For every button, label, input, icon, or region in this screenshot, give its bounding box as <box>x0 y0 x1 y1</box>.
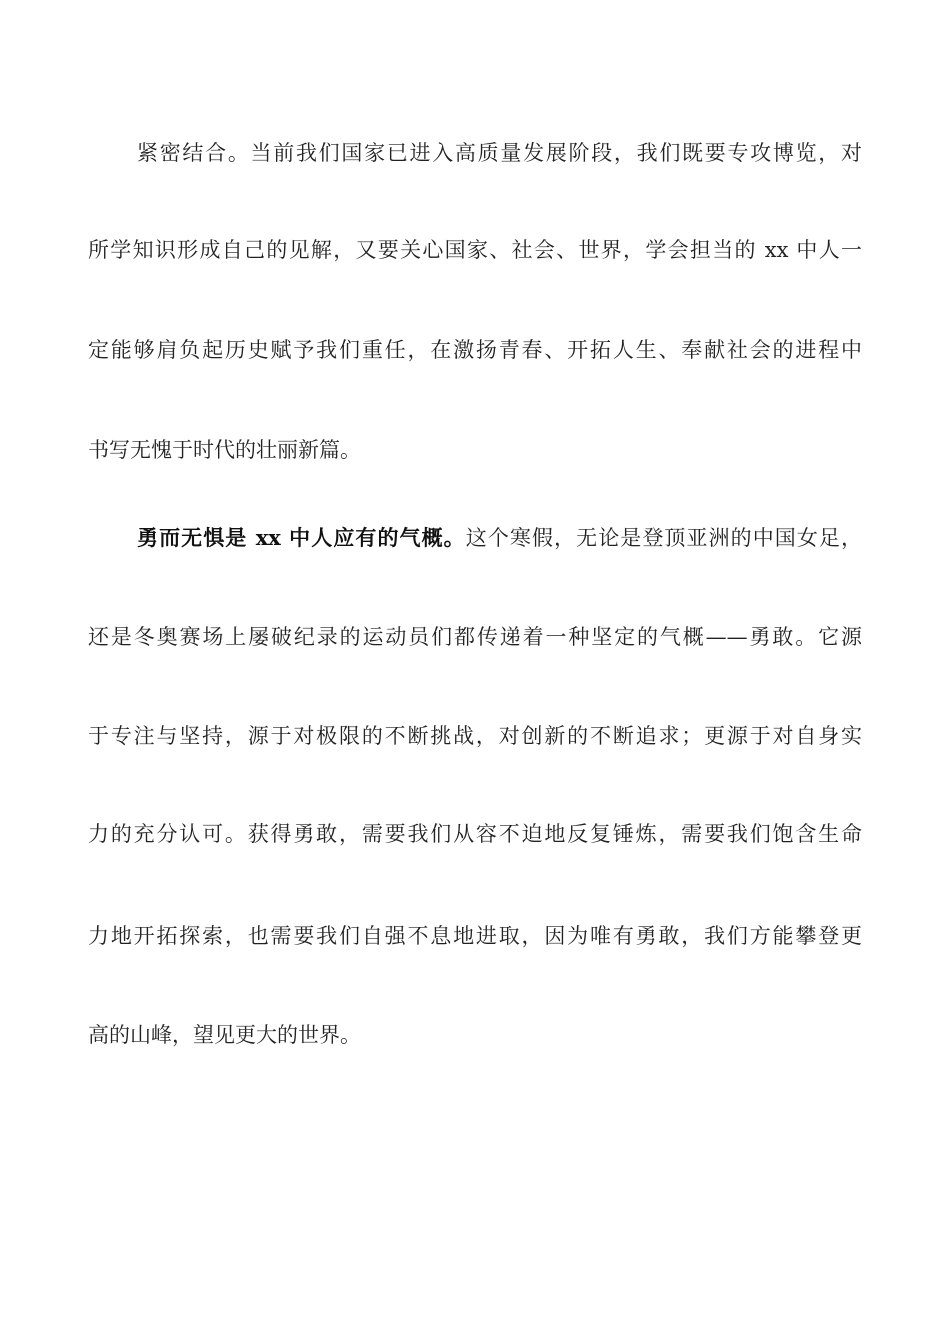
paragraph-2-line-4: 力的充分认可。获得勇敢，需要我们从容不迫地反复锤炼，需要我们饱含生命 <box>88 822 862 846</box>
paragraph-2-heading: 勇而无惧是 xx 中人应有的气概。 <box>137 525 466 550</box>
paragraph-1-line-2: 所学知识形成自己的见解，又要关心国家、社会、世界，学会担当的 xx 中人一 <box>88 238 862 262</box>
paragraph-2-line-1 <box>137 518 862 558</box>
paragraph-1-line-1: 紧密结合。当前我们国家已进入高质量发展阶段，我们既要专攻博览，对 <box>137 141 862 165</box>
paragraph-2-line-3: 于专注与坚持，源于对极限的不断挑战，对创新的不断追求；更源于对自身实 <box>88 724 862 748</box>
paragraph-2-first-line-text: 这个寒假，无论是登顶亚洲的中国女足， <box>465 526 862 550</box>
paragraph-1-line-3: 定能够肩负起历史赋予我们重任，在激扬青春、开拓人生、奉献社会的进程中 <box>88 338 862 362</box>
paragraph-2-line-5: 力地开拓探索，也需要我们自强不息地进取，因为唯有勇敢，我们方能攀登更 <box>88 924 862 948</box>
paragraph-1-line-4: 书写无愧于时代的壮丽新篇。 <box>88 438 361 462</box>
paragraph-2-line-6: 高的山峰，望见更大的世界。 <box>88 1023 361 1047</box>
paragraph-2-line-2: 还是冬奥赛场上屡破纪录的运动员们都传递着一种坚定的气概——勇敢。它源 <box>88 625 862 649</box>
